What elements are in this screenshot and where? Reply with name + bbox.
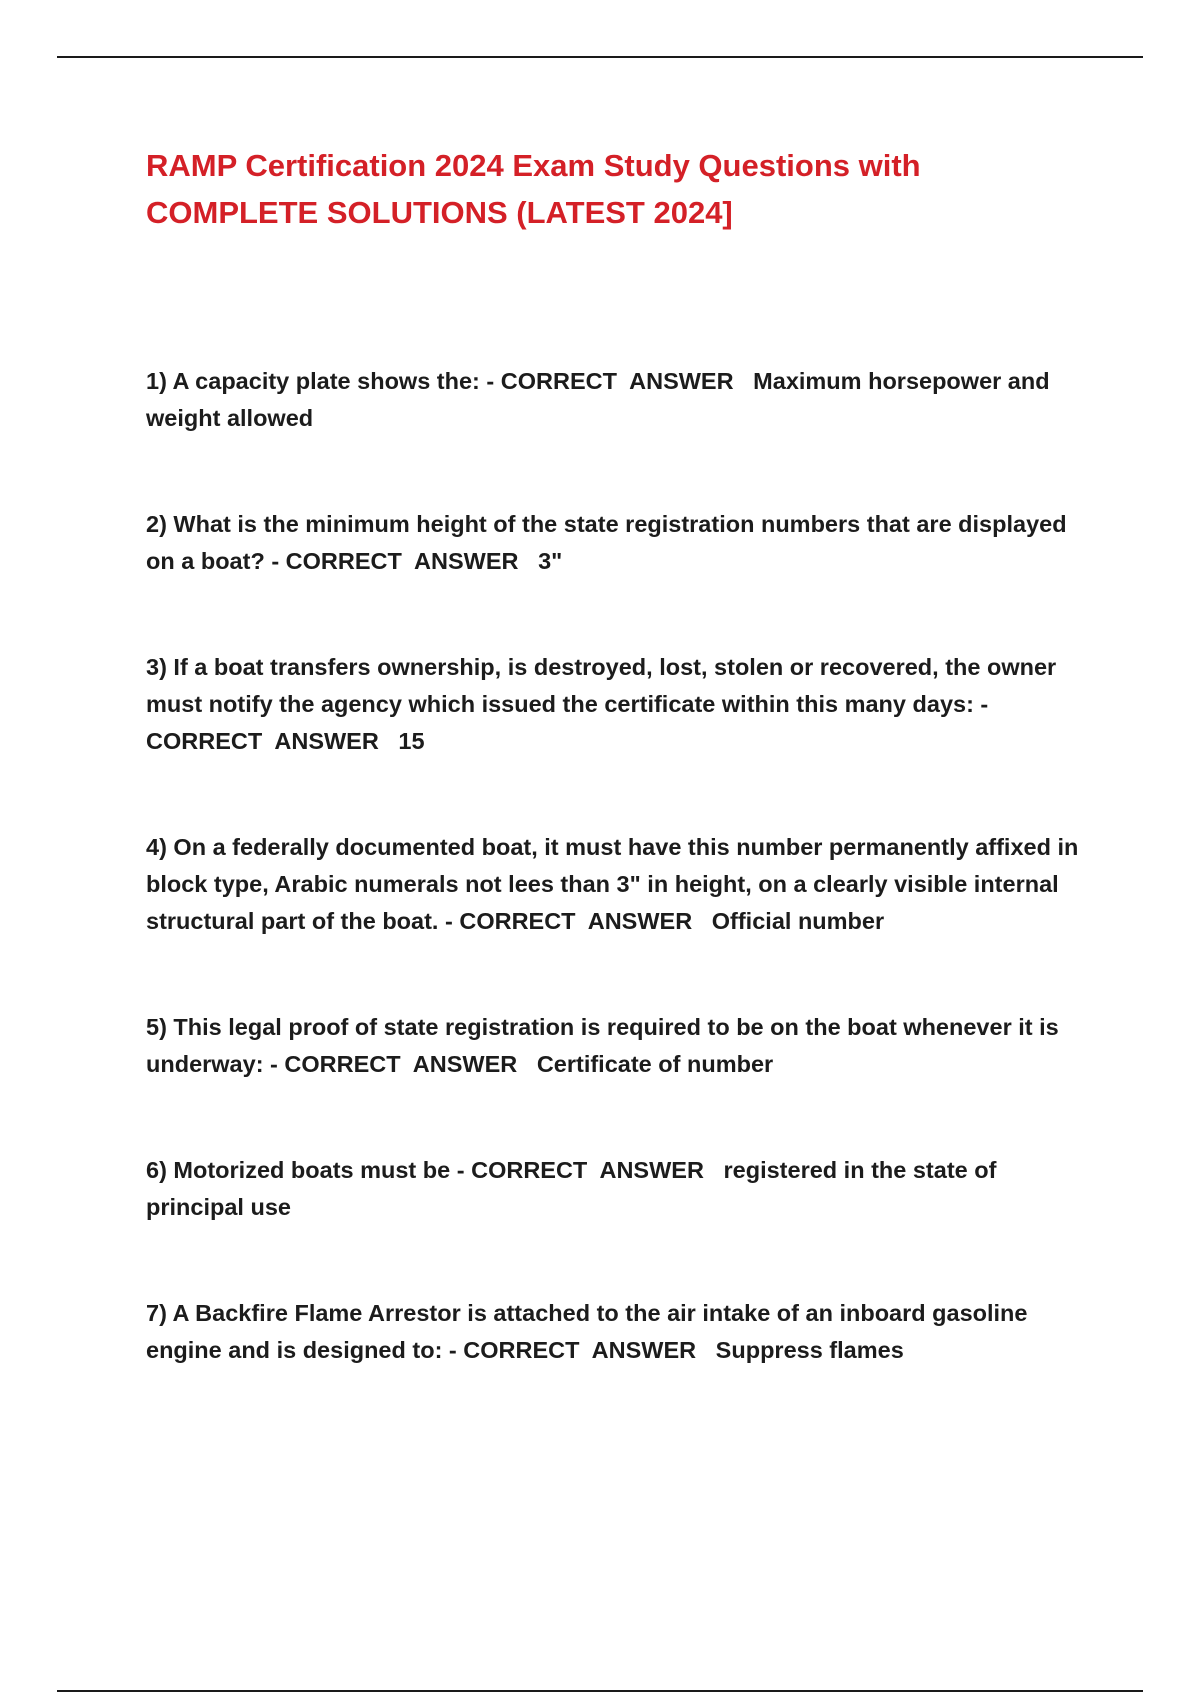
page-title: RAMP Certification 2024 Exam Study Questions with COMPLETE SOLUTIONS (LATEST 2024] (146, 148, 921, 230)
question-list (146, 363, 1091, 1369)
question-item: 2) What is the minimum height of the state registration numbers that are displayed on a boat? - CORRECT ANSWER 3" (146, 511, 1074, 574)
question-item: 3) If a boat transfers ownership, is destroyed, lost, stolen or recovered, the owner must notify the agency which issued the certificate within this many days: - CORRECT ANSWER 15 (146, 654, 1063, 754)
question-item: 6) Motorized boats must be - CORRECT ANSWER registered in the state of principal use (146, 1157, 1003, 1220)
question-item: 1) A capacity plate shows the: - CORRECT ANSWER Maximum horsepower and weight allowed (146, 368, 1057, 431)
bottom-divider (57, 1690, 1143, 1692)
question-item: 4) On a federally documented boat, it must have this number permanently affixed in block type, Arabic numerals not lees than 3" in height, on a clearly visible internal structural part of the boat. - CORRECT ANSWER Official number (146, 834, 1085, 934)
top-divider (57, 56, 1143, 58)
question-item: 7) A Backfire Flame Arrestor is attached to the air intake of an inboard gasoline engine and is designed to: - CORRECT ANSWER Suppress flames (146, 1300, 1035, 1363)
question-item: 5) This legal proof of state registration is required to be on the boat whenever it is underway: - CORRECT ANSWER Certificate of number (146, 1014, 1066, 1077)
